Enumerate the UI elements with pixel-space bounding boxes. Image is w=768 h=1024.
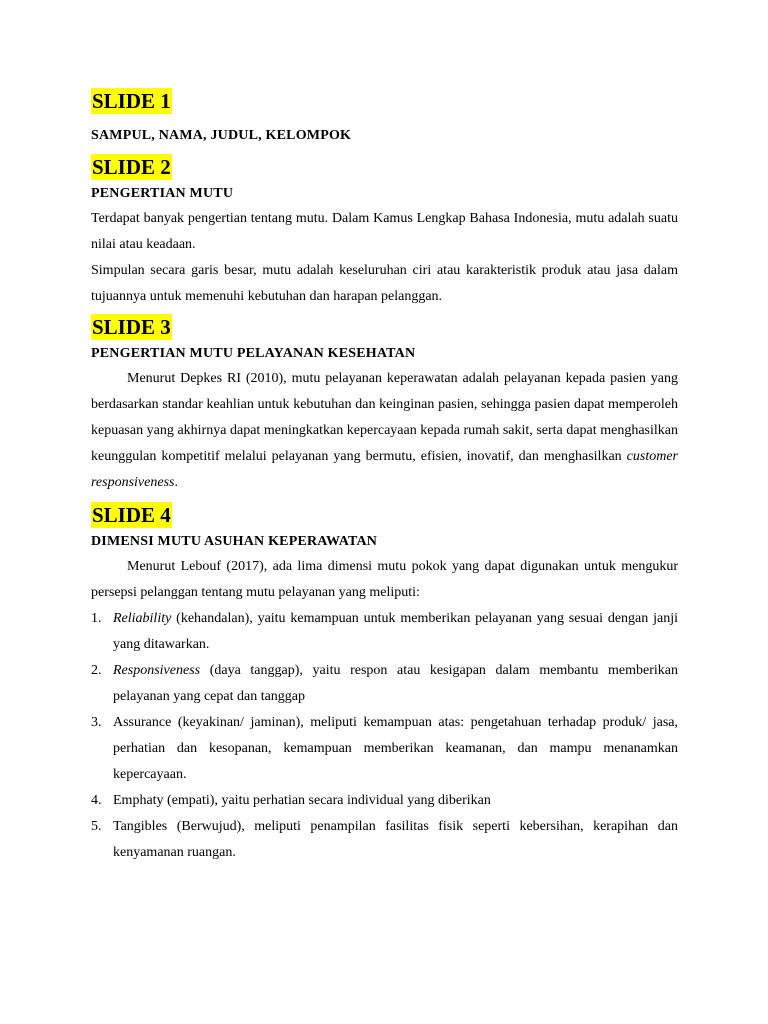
slide-4-heading-row: [91, 532, 678, 554]
dimension-list: [91, 606, 678, 866]
list-item-text: (kehandalan), yaitu kemampuan untuk memberikan pelayanan yang sesuai dengan janji yang ditawarkan.: [113, 611, 678, 652]
list-item-number: 2.: [91, 663, 102, 678]
list-item-italic: Responsiveness: [113, 663, 201, 678]
slide-4-label: SLIDE 4: [92, 503, 171, 527]
list-item: [91, 710, 678, 788]
slide-2-label: SLIDE 2: [92, 155, 171, 179]
slide-4-row: [91, 502, 678, 532]
list-item-text: Assurance (keyakinan/ jaminan), meliputi kemampuan atas: pengetahuan terhadap produk/ jasa, perhatian dan kesopanan, kemampuan memberikan keamanan, dan mampu menanamkan kepercayaan.: [113, 715, 678, 782]
slide-3-paragraph-italic: customer responsiveness: [91, 449, 678, 490]
list-item: [91, 606, 678, 658]
list-item: [91, 658, 678, 710]
document-content: [91, 88, 678, 866]
slide-2-paragraph-2: Simpulan secara garis besar, mutu adalah keseluruhan ciri atau karakteristik produk atau jasa dalam tujuannya untuk memenuhi kebutuhan dan harapan pelanggan.: [91, 263, 678, 304]
slide-2-paragraph-1: Terdapat banyak pengertian tentang mutu. Dalam Kamus Lengkap Bahasa Indonesia, mutu adalah suatu nilai atau keadaan.: [91, 211, 678, 252]
list-item: [91, 814, 678, 866]
slide-2-row: [91, 154, 678, 184]
slide-3-paragraph-end: .: [174, 475, 178, 490]
slide-3-heading-row: [91, 344, 678, 366]
list-item-number: 1.: [91, 611, 102, 626]
slide-1-subtitle: SAMPUL, NAMA, JUDUL, KELOMPOK: [91, 128, 352, 143]
list-item-number: 5.: [91, 819, 102, 834]
slide-1-row: [91, 88, 678, 122]
slide-4-heading: DIMENSI MUTU ASUHAN KEPERAWATAN: [91, 534, 378, 549]
list-item: [91, 788, 678, 814]
slide-3-paragraph: [91, 366, 678, 496]
list-item-text: Emphaty (empati), yaitu perhatian secara individual yang diberikan: [113, 793, 491, 808]
slide-3-row: [91, 314, 678, 344]
slide-4-intro: Menurut Lebouf (2017), ada lima dimensi mutu pokok yang dapat digunakan untuk mengukur persepsi pelanggan tentang mutu pelayanan yang meliputi:: [91, 559, 678, 600]
slide-3-label: SLIDE 3: [92, 315, 171, 339]
list-item-text: (daya tanggap), yaitu respon atau kesigapan dalam membantu memberikan pelayanan yang cepat dan tanggap: [113, 663, 678, 704]
list-item-italic: Reliability: [113, 611, 172, 626]
slide-3-paragraph-text: Menurut Depkes RI (2010), mutu pelayanan keperawatan adalah pelayanan kepada pasien yang berdasarkan standar keahlian untuk kebutuhan dan keinginan pasien, sehingga pasien dapat memperoleh kepuasan yang akhirnya dapat meningkatkan kepercayaan kepada rumah sakit, serta dapat menghasilkan keunggulan kompetitif melalui pelayanan yang bermutu, efisien, inovatif, dan menghasilkan: [91, 371, 678, 464]
slide-1-label: SLIDE 1: [92, 89, 171, 113]
slide-1-subtitle-row: [91, 126, 678, 146]
slide-2-heading-row: [91, 184, 678, 206]
list-item-number: 4.: [91, 793, 102, 808]
slide-2-heading: PENGERTIAN MUTU: [91, 186, 234, 201]
slide-3-heading: PENGERTIAN MUTU PELAYANAN KESEHATAN: [91, 346, 416, 361]
list-item-number: 3.: [91, 715, 102, 730]
list-item-text: Tangibles (Berwujud), meliputi penampilan fasilitas fisik seperti kebersihan, kerapihan dan kenyamanan ruangan.: [113, 819, 678, 860]
